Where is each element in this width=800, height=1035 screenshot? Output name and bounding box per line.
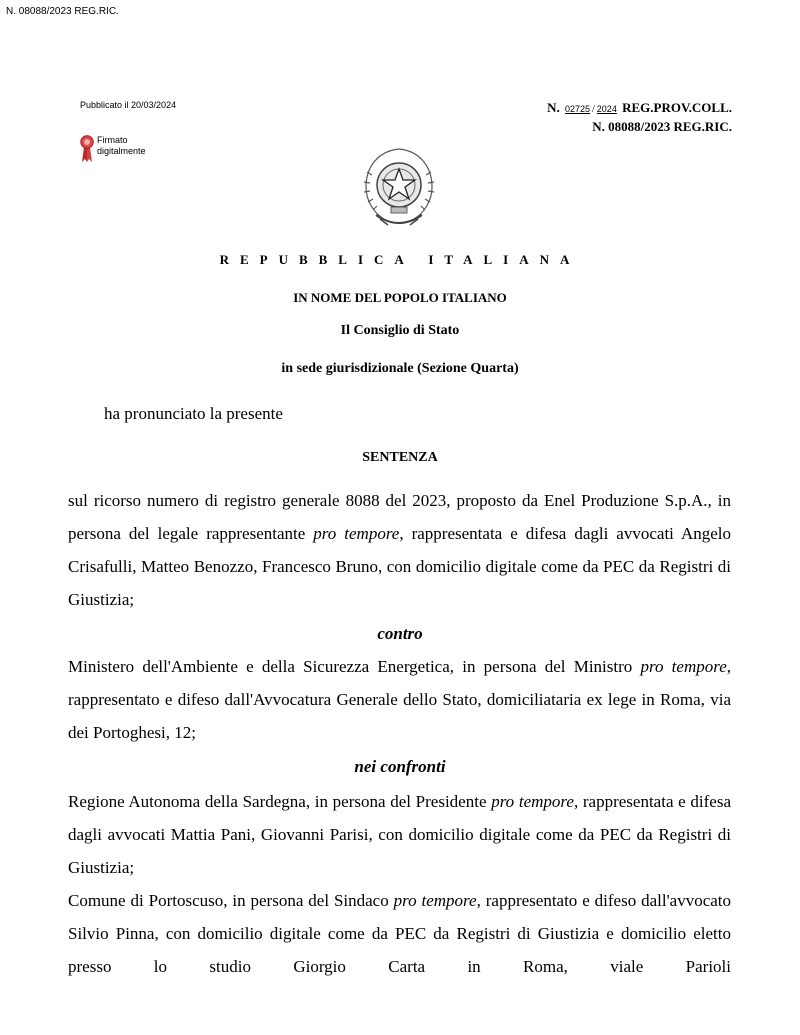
published-date: Pubblicato il 20/03/2024 bbox=[80, 100, 177, 110]
regione-paragraph bbox=[68, 785, 731, 884]
regione-text: Regione Autonoma della Sardegna, in persona del Presidente bbox=[68, 792, 492, 811]
italian-republic-emblem-icon bbox=[358, 145, 440, 233]
ricorso-text-2: , rappresentata e difesa dagli avvocati Angelo Crisafulli, Matteo Benozzo, Francesco Bruno, con domicilio digitale come da PEC da Registri di Giustizia; bbox=[68, 524, 731, 609]
intro-line: ha pronunciato la presente bbox=[104, 404, 283, 423]
contro-text-2: , rappresentato e difeso dall'Avvocatura Generale dello Stato, domiciliataria ex lege in Roma, via dei Portoghesi, 12; bbox=[68, 657, 732, 742]
comune-text: Comune di Portoscuso, in persona del Sindaco bbox=[68, 891, 394, 910]
reg-ric-line: N. 08088/2023 REG.RIC. bbox=[592, 119, 732, 134]
comune-italic: pro tempore bbox=[393, 891, 477, 910]
reg-prov-line: N. 02725 / 2024 REG.PROV.COLL. bbox=[547, 100, 732, 115]
reg-prov-number: 02725 bbox=[564, 104, 591, 114]
reg-prov-prefix: N. bbox=[547, 100, 560, 115]
court-section: in sede giurisdizionale (Sezione Quarta) bbox=[281, 361, 519, 376]
reg-prov-year: 2024 bbox=[596, 104, 617, 114]
ricorso-paragraph bbox=[68, 484, 731, 616]
contro-text: Ministero dell'Ambiente e della Sicurezza Energetica, in persona del Ministro bbox=[68, 657, 641, 676]
signed-label-line1: Firmato bbox=[97, 135, 128, 145]
comune-paragraph bbox=[68, 884, 731, 983]
signed-label-line2: digitalmente bbox=[97, 146, 146, 156]
ricorso-italic: pro tempore bbox=[313, 524, 400, 543]
digital-signature-badge bbox=[80, 135, 146, 163]
sentence-heading: SENTENZA bbox=[362, 450, 438, 465]
contro-paragraph bbox=[68, 650, 731, 749]
contro-italic: pro tempore bbox=[640, 657, 727, 676]
council-of-state: Il Consiglio di Stato bbox=[340, 323, 460, 338]
comune-text-2: , rappresentato e difeso dall'avvocato Silvio Pinna, con domicilio digitale come da PEC da Registri di Giustizia e domicilio eletto presso lo studio Giorgio Carta in Roma, viale Parioli bbox=[68, 891, 732, 976]
reg-prov-suffix: REG.PROV.COLL. bbox=[622, 100, 732, 115]
regione-text-2: , rappresentata e difesa dagli avvocati Mattia Pani, Giovanni Parisi, con domicilio digitale come da PEC da Registri di Giustizia; bbox=[68, 792, 731, 877]
registry-numbers bbox=[547, 99, 732, 135]
corner-registry-id: N. 08088/2023 REG.RIC. bbox=[6, 6, 119, 17]
ricorso-text: sul ricorso numero di registro generale 8088 del 2023, proposto da Enel Produzione S.p.A., in persona del legale rappresentante bbox=[68, 491, 731, 543]
in-name-of-people: IN NOME DEL POPOLO ITALIANO bbox=[293, 290, 507, 305]
contro-heading: contro bbox=[377, 624, 423, 643]
seal-ribbon-icon bbox=[80, 135, 94, 163]
confronti-heading: nei confronti bbox=[354, 757, 446, 776]
regione-italic: pro tempore bbox=[491, 792, 574, 811]
republic-heading: REPUBBLICA ITALIANA bbox=[219, 252, 581, 267]
